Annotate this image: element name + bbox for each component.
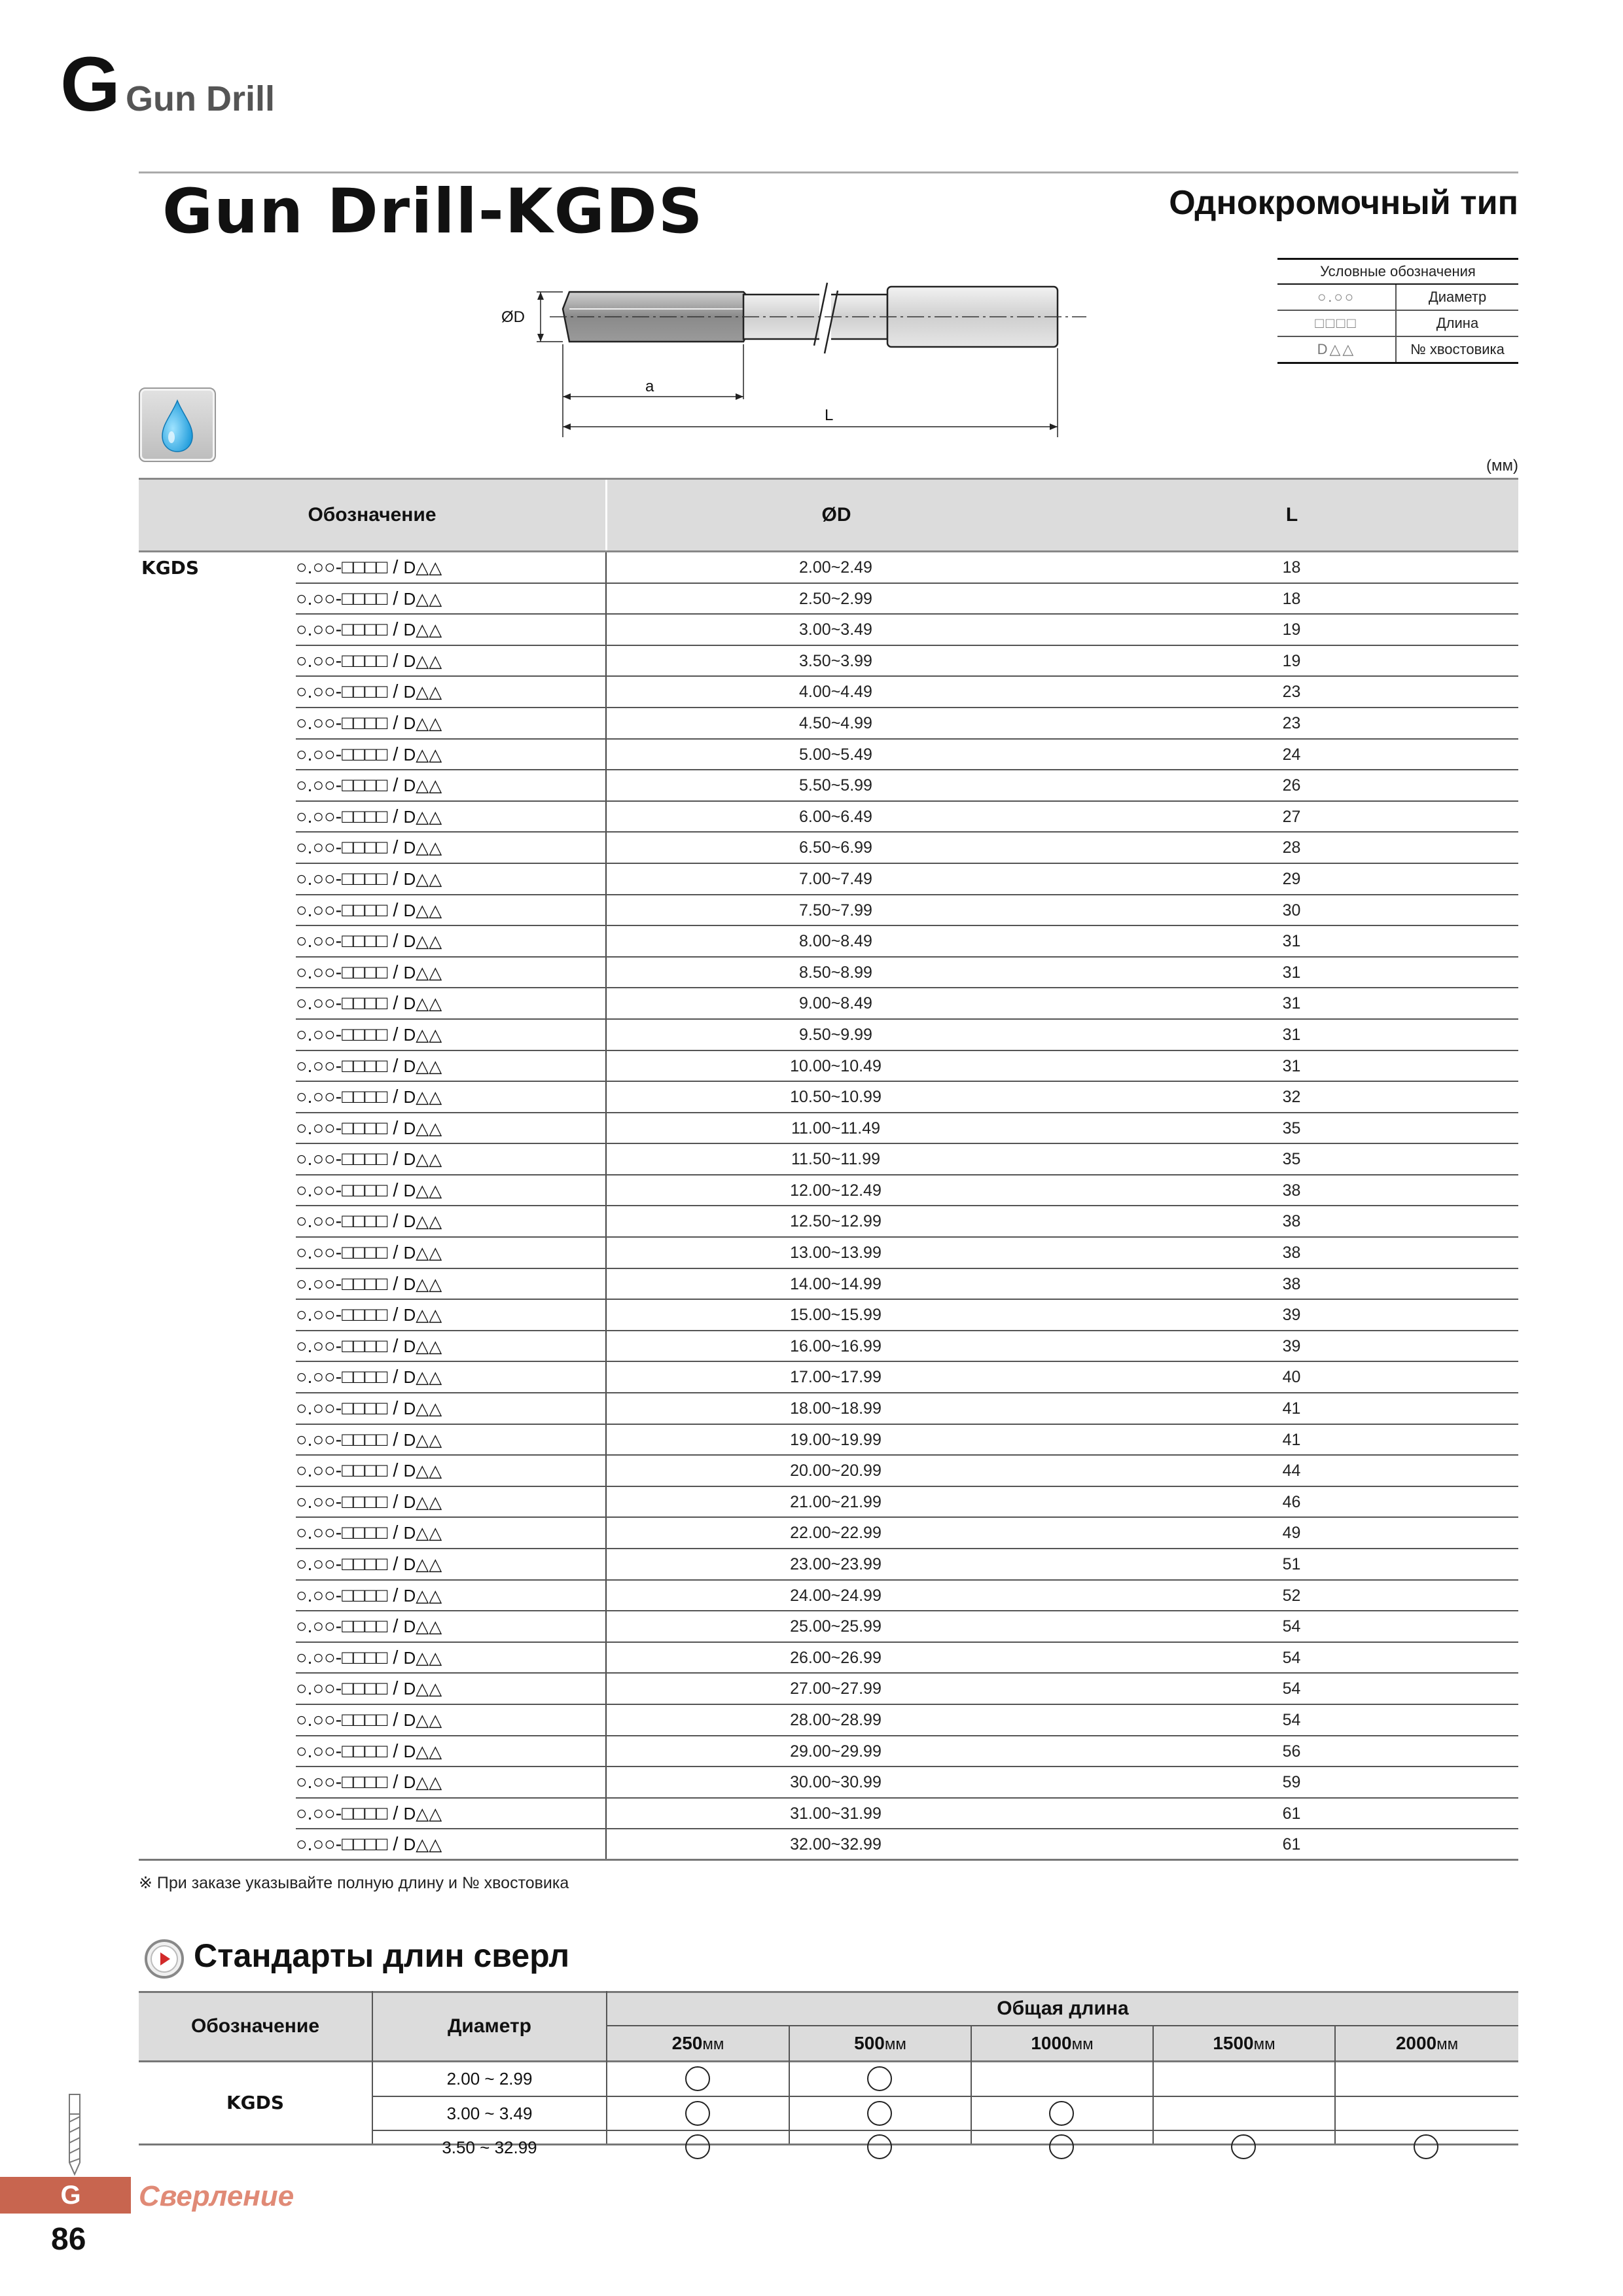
length-value: 26 — [1282, 776, 1301, 795]
table-row — [139, 988, 1518, 1020]
length-value: 29 — [1282, 869, 1301, 888]
designation-code: ○.○○-□□□□ / D△△ — [296, 1367, 442, 1388]
table-row — [139, 926, 1518, 958]
series-name: KGDS — [141, 557, 200, 579]
table-row — [139, 1829, 1518, 1861]
legend-row — [1277, 285, 1518, 311]
table-row — [139, 1736, 1518, 1768]
designation-code: ○.○○-□□□□ / D△△ — [296, 1460, 442, 1482]
table-row — [139, 1674, 1518, 1705]
length-col-1500: 1500мм — [1213, 2033, 1275, 2053]
legend-heading: Условные обозначения — [1277, 258, 1518, 285]
diameter-range: 3.50 ~ 32.99 — [442, 2138, 537, 2157]
length-value: 18 — [1282, 589, 1301, 608]
diameter-range: 11.00~11.49 — [791, 1119, 880, 1138]
table-header — [139, 478, 1518, 552]
a-label: a — [645, 378, 654, 395]
table-row — [139, 1206, 1518, 1238]
table-row — [139, 552, 1518, 584]
section-letter: G — [60, 41, 120, 128]
length-value: 54 — [1282, 1648, 1301, 1667]
diameter-range: 3.00 ~ 3.49 — [446, 2104, 533, 2123]
diameter-range: 4.00~4.49 — [799, 683, 872, 702]
diameter-range: 4.50~4.99 — [799, 713, 872, 732]
table-row — [139, 1051, 1518, 1083]
diameter-range: 21.00~21.99 — [790, 1492, 882, 1511]
length-col-2000: 2000мм — [1395, 2033, 1459, 2053]
header-designation: Обозначение — [308, 504, 437, 526]
drill-spec-table — [139, 478, 1518, 1861]
legend-meaning: № хвостовика — [1410, 341, 1505, 357]
availability-circle — [1049, 2134, 1074, 2159]
designation-code: ○.○○-□□□□ / D△△ — [296, 1803, 442, 1824]
page-title: Gun Drill-KGDS — [162, 176, 704, 247]
legend-row — [1277, 311, 1518, 337]
length-value: 52 — [1282, 1586, 1301, 1605]
diameter-range: 7.00~7.49 — [799, 869, 872, 888]
diameter-range: 20.00~20.99 — [790, 1462, 882, 1480]
diameter-range: 10.50~10.99 — [790, 1088, 882, 1107]
length-value: 41 — [1282, 1399, 1301, 1418]
diameter-range: 24.00~24.99 — [790, 1586, 882, 1605]
diameter-range: 29.00~29.99 — [790, 1742, 882, 1761]
diameter-range: 2.50~2.99 — [799, 589, 872, 608]
diameter-range: 30.00~30.99 — [790, 1773, 882, 1792]
series-name: KGDS — [226, 2092, 285, 2113]
drill-bit-icon — [62, 2092, 88, 2177]
length-value: 31 — [1282, 1056, 1301, 1075]
unit-label: (мм) — [1486, 457, 1518, 475]
length-value: 54 — [1282, 1617, 1301, 1636]
diameter-range: 27.00~27.99 — [790, 1679, 882, 1698]
availability-circle — [867, 2134, 892, 2159]
legend-symbol: D△△ — [1277, 337, 1397, 362]
length-col-1000: 1000мм — [1031, 2033, 1094, 2053]
legend-row — [1277, 337, 1518, 364]
symbol-legend — [1277, 258, 1518, 364]
table-row — [139, 1300, 1518, 1331]
designation-code: ○.○○-□□□□ / D△△ — [296, 1398, 442, 1420]
header-length: L — [1285, 504, 1298, 526]
length-value: 19 — [1282, 651, 1301, 670]
availability-circle — [1049, 2101, 1074, 2126]
length-value: 54 — [1282, 1710, 1301, 1729]
table-row — [139, 1175, 1518, 1207]
availability-circle — [685, 2134, 710, 2159]
table-row — [139, 584, 1518, 615]
designation-code: ○.○○-□□□□ / D△△ — [296, 1772, 442, 1793]
diameter-range: 8.00~8.49 — [799, 932, 872, 951]
designation-code: ○.○○-□□□□ / D△△ — [296, 1709, 442, 1731]
length-value: 61 — [1282, 1835, 1301, 1854]
designation-code: ○.○○-□□□□ / D△△ — [296, 712, 442, 734]
table-row — [139, 740, 1518, 771]
diameter-range: 14.00~14.99 — [790, 1274, 882, 1293]
diameter-range: 11.50~11.99 — [791, 1150, 880, 1169]
designation-code: ○.○○-□□□□ / D△△ — [296, 1616, 442, 1638]
designation-code: ○.○○-□□□□ / D△△ — [296, 1117, 442, 1139]
table-row — [139, 958, 1518, 989]
table-row — [139, 864, 1518, 895]
table-row — [139, 1767, 1518, 1799]
length-value: 30 — [1282, 901, 1301, 920]
designation-code: ○.○○-□□□□ / D△△ — [296, 775, 442, 797]
table-row — [139, 1425, 1518, 1456]
length-value: 32 — [1282, 1088, 1301, 1107]
table-row — [139, 1269, 1518, 1300]
length-value: 31 — [1282, 1025, 1301, 1044]
diameter-range: 3.00~3.49 — [799, 620, 872, 639]
header-designation: Обозначение — [190, 2015, 320, 2037]
length-value: 27 — [1282, 807, 1301, 826]
table-row — [139, 1643, 1518, 1674]
designation-code: ○.○○-□□□□ / D△△ — [296, 1429, 442, 1450]
diameter-range: 13.00~13.99 — [790, 1244, 882, 1263]
table-row — [139, 1082, 1518, 1113]
designation-code: ○.○○-□□□□ / D△△ — [296, 681, 442, 703]
play-circle-icon — [144, 1939, 185, 1979]
length-value: 23 — [1282, 683, 1301, 702]
diameter-range: 5.00~5.49 — [799, 745, 872, 764]
diameter-range: 9.50~9.99 — [799, 1025, 872, 1044]
header-total-length: Общая длина — [997, 1998, 1129, 2019]
length-value: 51 — [1282, 1555, 1301, 1573]
diameter-range: 25.00~25.99 — [790, 1617, 882, 1636]
length-value: 59 — [1282, 1773, 1301, 1792]
table-row — [139, 1144, 1518, 1175]
diameter-range: 12.00~12.49 — [790, 1181, 882, 1200]
table-row — [139, 677, 1518, 708]
section-tab: G — [0, 2177, 131, 2214]
designation-code: ○.○○-□□□□ / D△△ — [296, 1024, 442, 1045]
length-value: 38 — [1282, 1244, 1301, 1263]
designation-code: ○.○○-□□□□ / D△△ — [296, 1211, 442, 1232]
length-col-250: 250мм — [671, 2033, 724, 2053]
length-value: 39 — [1282, 1336, 1301, 1355]
designation-code: ○.○○-□□□□ / D△△ — [296, 1273, 442, 1295]
designation-code: ○.○○-□□□□ / D△△ — [296, 1304, 442, 1326]
designation-code: ○.○○-□□□□ / D△△ — [296, 1491, 442, 1513]
length-value: 39 — [1282, 1306, 1301, 1325]
diameter-range: 3.50~3.99 — [799, 651, 872, 670]
length-col-500: 500мм — [854, 2033, 906, 2053]
designation-code: ○.○○-□□□□ / D△△ — [296, 837, 442, 859]
length-value: 38 — [1282, 1212, 1301, 1231]
diameter-range: 23.00~23.99 — [790, 1555, 882, 1573]
diameter-range: 5.50~5.99 — [799, 776, 872, 795]
availability-circle — [867, 2101, 892, 2126]
diameter-range: 28.00~28.99 — [790, 1710, 882, 1729]
table-row — [139, 1487, 1518, 1518]
diameter-range: 16.00~16.99 — [790, 1336, 882, 1355]
table-row — [139, 646, 1518, 677]
table-row — [139, 1113, 1518, 1145]
header-diameter: Диаметр — [448, 2015, 531, 2037]
diameter-range: 26.00~26.99 — [790, 1648, 882, 1667]
length-value: 54 — [1282, 1679, 1301, 1698]
diameter-range: 17.00~17.99 — [790, 1368, 882, 1387]
designation-code: ○.○○-□□□□ / D△△ — [296, 650, 442, 672]
section-name: Gun Drill — [126, 79, 275, 118]
table-row — [139, 1581, 1518, 1612]
header-diameter: ØD — [821, 504, 851, 526]
order-note: ※ При заказе указывайте полную длину и № хвостовика — [139, 1874, 569, 1892]
length-value: 56 — [1282, 1742, 1301, 1761]
length-value: 24 — [1282, 745, 1301, 764]
availability-circle — [1231, 2134, 1256, 2159]
table-row — [139, 1238, 1518, 1269]
designation-code: ○.○○-□□□□ / D△△ — [296, 1740, 442, 1762]
availability-circle — [685, 2066, 710, 2091]
designation-code: ○.○○-□□□□ / D△△ — [296, 806, 442, 827]
table-row — [139, 1705, 1518, 1736]
designation-code: ○.○○-□□□□ / D△△ — [296, 1149, 442, 1170]
designation-code: ○.○○-□□□□ / D△△ — [296, 1647, 442, 1668]
diameter-range: 2.00~2.49 — [799, 558, 872, 577]
length-value: 35 — [1282, 1150, 1301, 1169]
diameter-label: ØD — [501, 308, 525, 326]
diameter-range: 15.00~15.99 — [790, 1306, 882, 1325]
length-value: 49 — [1282, 1524, 1301, 1543]
designation-code: ○.○○-□□□□ / D△△ — [296, 1678, 442, 1700]
length-value: 31 — [1282, 963, 1301, 982]
diameter-range: 10.00~10.49 — [790, 1056, 882, 1075]
header-rule — [139, 171, 1518, 173]
diameter-range: 18.00~18.99 — [790, 1399, 882, 1418]
designation-code: ○.○○-□□□□ / D△△ — [296, 1522, 442, 1544]
table-row — [139, 615, 1518, 646]
designation-code: ○.○○-□□□□ / D△△ — [296, 1242, 442, 1264]
coolant-icon — [139, 387, 216, 462]
table-row — [139, 1362, 1518, 1393]
availability-circle — [685, 2101, 710, 2126]
length-value: 44 — [1282, 1462, 1301, 1480]
diameter-range: 2.00 ~ 2.99 — [446, 2069, 533, 2089]
page-number: 86 — [51, 2222, 86, 2257]
designation-code: ○.○○-□□□□ / D△△ — [296, 1554, 442, 1575]
length-standards-table — [139, 1991, 1518, 2157]
length-value: 19 — [1282, 620, 1301, 639]
diameter-range: 31.00~31.99 — [790, 1804, 882, 1823]
designation-code: ○.○○-□□□□ / D△△ — [296, 619, 442, 641]
diameter-range: 6.50~6.99 — [799, 838, 872, 857]
length-value: 38 — [1282, 1181, 1301, 1200]
drill-diagram — [497, 268, 1113, 445]
diameter-range: 12.50~12.99 — [790, 1212, 882, 1231]
table-row — [139, 1611, 1518, 1643]
table-row — [139, 1799, 1518, 1830]
length-value: 38 — [1282, 1274, 1301, 1293]
table-row — [139, 708, 1518, 740]
length-value: 31 — [1282, 932, 1301, 951]
diameter-range: 8.50~8.99 — [799, 963, 872, 982]
designation-code: ○.○○-□□□□ / D△△ — [296, 1179, 442, 1201]
table-row — [139, 1549, 1518, 1581]
designation-code: ○.○○-□□□□ / D△△ — [296, 1335, 442, 1357]
availability-circle — [1414, 2134, 1438, 2159]
table-row — [139, 770, 1518, 802]
table-row — [139, 1518, 1518, 1549]
table-row — [139, 1456, 1518, 1487]
designation-code: ○.○○-□□□□ / D△△ — [296, 899, 442, 921]
diameter-range: 19.00~19.99 — [790, 1430, 882, 1449]
designation-code: ○.○○-□□□□ / D△△ — [296, 744, 442, 765]
diameter-range: 32.00~32.99 — [790, 1835, 882, 1854]
category-label: Сверление — [139, 2180, 294, 2212]
designation-code: ○.○○-□□□□ / D△△ — [296, 993, 442, 1014]
table-body — [139, 552, 1518, 1861]
designation-code: ○.○○-□□□□ / D△△ — [296, 1086, 442, 1108]
legend-symbol: ○.○○ — [1277, 285, 1397, 310]
page-subtitle: Однокромочный тип — [1169, 184, 1518, 222]
designation-code: ○.○○-□□□□ / D△△ — [296, 868, 442, 889]
table-row — [139, 895, 1518, 927]
availability-circle — [867, 2066, 892, 2091]
length-value: 28 — [1282, 838, 1301, 857]
length-value: 18 — [1282, 558, 1301, 577]
table-row — [139, 802, 1518, 833]
table-row — [139, 833, 1518, 864]
length-value: 40 — [1282, 1368, 1301, 1387]
legend-meaning: Длина — [1436, 315, 1479, 331]
table-row — [139, 1331, 1518, 1363]
designation-code: ○.○○-□□□□ / D△△ — [296, 1055, 442, 1077]
length-value: 46 — [1282, 1492, 1301, 1511]
designation-code: ○.○○-□□□□ / D△△ — [296, 1834, 442, 1856]
designation-code: ○.○○-□□□□ / D△△ — [296, 931, 442, 952]
diameter-range: 6.00~6.49 — [799, 807, 872, 826]
legend-meaning: Диаметр — [1428, 289, 1487, 305]
length-value: 23 — [1282, 713, 1301, 732]
table-row — [139, 1393, 1518, 1425]
designation-code: ○.○○-□□□□ / D△△ — [296, 961, 442, 983]
diameter-range: 22.00~22.99 — [790, 1524, 882, 1543]
water-drop-icon — [140, 389, 215, 461]
designation-code: ○.○○-□□□□ / D△△ — [296, 588, 442, 609]
diameter-range: 7.50~7.99 — [799, 901, 872, 920]
diameter-range: 9.00~8.49 — [799, 994, 872, 1013]
length-value: 41 — [1282, 1430, 1301, 1449]
table-row — [139, 1020, 1518, 1051]
designation-code: ○.○○-□□□□ / D△△ — [296, 1585, 442, 1606]
length-value: 31 — [1282, 994, 1301, 1013]
L-label: L — [825, 406, 834, 424]
legend-symbol: □□□□ — [1277, 311, 1397, 336]
designation-code: ○.○○-□□□□ / D△△ — [296, 557, 442, 578]
length-value: 35 — [1282, 1119, 1301, 1138]
length-value: 61 — [1282, 1804, 1301, 1823]
section-title: Стандарты длин сверл — [194, 1937, 570, 1974]
